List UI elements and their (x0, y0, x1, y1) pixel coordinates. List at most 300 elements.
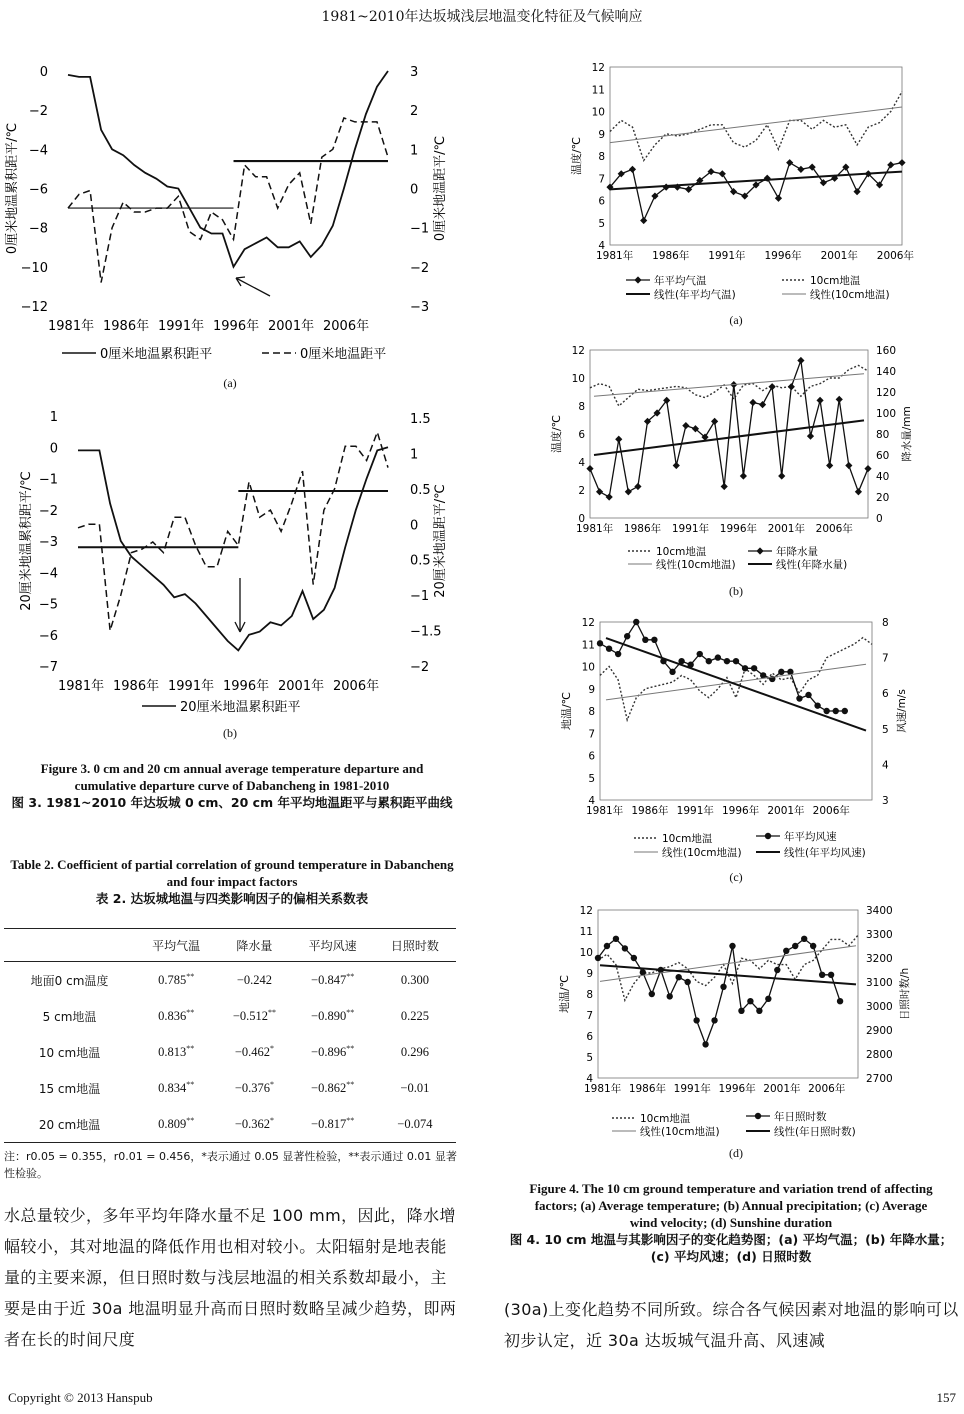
data-point (837, 998, 843, 1004)
y-tick-label: 0 (39, 65, 48, 80)
table-cell: −0.862** (311, 1079, 355, 1096)
legend-label: 10cm地温 (640, 1113, 691, 1125)
data-point (765, 996, 771, 1002)
table-cell: 0.300 (400, 972, 429, 987)
table-cell: 0.809** (135, 1106, 217, 1143)
trend-line (610, 107, 902, 143)
y-right-tick-label: 3 (410, 65, 419, 80)
y-tick-label: −8 (28, 221, 48, 237)
table-cell: −0.847** (311, 971, 355, 988)
x-tick-label: 2006年 (812, 805, 850, 817)
data-point (629, 166, 636, 173)
figure-4a-chart (560, 55, 960, 310)
trend-line (606, 664, 866, 700)
body-text-left: 水总量较少，多年平均年降水量不足 100 mm，因此，降水增幅较小，其对地温的降低作用也相对较小。太阳辐射是地表能量的主要来源，但日照时数与浅层地温的相关系数却最小，主要是由于近 30a 地温明显升高而日照时数略呈减少趋势，即两者在长的时间尺度 (4, 1206, 457, 1349)
data-point (724, 658, 730, 664)
x-tick-label: 2006年 (876, 250, 915, 262)
table-row (4, 1106, 456, 1143)
footer-page-number: 157 (936, 1390, 956, 1405)
data-point (697, 651, 703, 657)
y-tick-label: 10 (571, 373, 585, 385)
data-point (721, 483, 728, 490)
data-point (606, 646, 612, 652)
y-tick-label: 5 (588, 772, 595, 785)
x-tick-label: 1996年 (223, 679, 270, 694)
data-point (702, 1041, 708, 1047)
y-right-axis-label: 风速/m/s (896, 689, 908, 733)
x-tick-label: 1991年 (676, 805, 714, 817)
data-point (596, 488, 603, 495)
data-point (586, 465, 593, 472)
data-point (765, 833, 771, 839)
figure-4-caption-en: Figure 4. The 10 cm ground temperature and variation trend of affecting factors; (a) Average temperature; (b) Annual precipitation; (c) Average wind velocity; (d) Sunshine duration (529, 1181, 933, 1230)
y-tick-label: 8 (578, 401, 585, 413)
table-cell: −0.512** (232, 1007, 276, 1024)
x-tick-label: 1981年 (58, 679, 105, 694)
data-point (613, 936, 619, 942)
annotation-arrow (236, 277, 270, 296)
y-right-tick-label: 60 (876, 450, 890, 462)
table-header-row (4, 929, 456, 962)
legend-label: 年降水量 (776, 546, 818, 558)
y-axis-label: 温度/℃ (550, 414, 563, 454)
y-tick-label: 4 (578, 457, 585, 469)
data-point (633, 619, 639, 625)
x-tick-label: 1996年 (722, 805, 760, 817)
y-right-tick-label: 0 (410, 518, 419, 534)
data-point (615, 436, 622, 443)
table-cell: 0.834** (158, 1079, 195, 1096)
x-tick-label: 2006年 (333, 679, 380, 694)
data-point (788, 383, 795, 390)
series-line (590, 361, 868, 498)
legend-label: 线性(年日照时数) (774, 1126, 856, 1138)
footer-copyright: Copyright © 2013 Hanspub (8, 1390, 153, 1405)
y-right-tick-label: 2700 (866, 1073, 893, 1085)
figure-4a-sublabel: (a) (729, 313, 743, 327)
table-2 (4, 928, 456, 1143)
table-cell: −0.376* (234, 1079, 274, 1096)
y-right-tick-label: 0 (410, 182, 419, 198)
data-point (845, 462, 852, 469)
x-tick-label: 1981年 (576, 523, 614, 535)
data-point (684, 979, 690, 985)
table-cell: −0.462* (234, 1043, 274, 1060)
y-right-tick-label: 3300 (866, 929, 893, 941)
y-tick-label: 2 (578, 485, 585, 497)
y-right-tick-label: 1 (410, 143, 419, 159)
y-right-tick-label: 2 (410, 104, 419, 120)
y-tick-label: 7 (586, 1010, 593, 1022)
data-point (828, 972, 834, 978)
y-tick-label: 7 (588, 728, 595, 741)
table-cell: −0.01 (400, 1080, 430, 1095)
data-point (606, 493, 613, 500)
data-point (833, 708, 839, 714)
x-tick-label: 1986年 (652, 250, 690, 262)
y-right-tick-label: 8 (882, 617, 889, 629)
series-line (598, 939, 840, 1045)
data-point (755, 1113, 761, 1119)
legend-label: 10cm地温 (662, 833, 713, 845)
y-tick-label: −2 (38, 503, 58, 519)
table-row (4, 962, 456, 999)
table-cell: −0.890** (311, 1007, 355, 1024)
y-right-tick-label: 3400 (866, 905, 893, 917)
data-point (814, 702, 820, 708)
table-cell: −0.896** (311, 1043, 355, 1060)
data-point (842, 708, 848, 714)
table-header-cell (4, 929, 135, 962)
y-tick-label: 9 (598, 128, 605, 141)
data-point (651, 637, 657, 643)
data-point (622, 945, 628, 951)
data-point (640, 217, 647, 224)
y-tick-label: 10 (581, 661, 595, 674)
y-right-axis-label: 0厘米地温距平/℃ (433, 135, 448, 242)
x-tick-label: 2001年 (820, 250, 858, 262)
legend-label: 线性(年平均风速) (784, 847, 866, 859)
series-line-cumulative (78, 447, 388, 650)
trend-line (594, 374, 864, 396)
data-point (778, 472, 785, 479)
series-line-dotted (610, 92, 902, 161)
x-tick-label: 1991年 (673, 1083, 711, 1095)
legend-label: 线性(10cm地温) (656, 559, 736, 571)
table-row (4, 998, 456, 1034)
y-tick-label: 11 (581, 639, 595, 652)
y-tick-label: 4 (598, 240, 605, 252)
y-right-tick-label: 2800 (866, 1049, 893, 1061)
plot-frame (598, 910, 858, 1078)
y-right-axis-label: 降水量/mm (901, 406, 913, 462)
data-point (706, 658, 712, 664)
table-2-caption-en: Table 2. Coefficient of partial correlation of ground temperature in Dabancheng and four impact factors (10, 857, 454, 889)
figure-4c-chart (560, 612, 960, 867)
y-tick-label: 10 (591, 106, 605, 119)
data-point (711, 1017, 717, 1023)
figure-4b-sublabel: (b) (729, 584, 743, 598)
y-right-axis-label: 日照时数/h (899, 967, 911, 1021)
y-right-tick-label: −3 (410, 300, 430, 315)
x-tick-label: 1981年 (586, 805, 624, 817)
legend-label: 线性(10cm地温) (640, 1126, 720, 1138)
x-tick-label: 1996年 (719, 523, 758, 535)
table-header-cell: 平均风速 (292, 929, 374, 962)
data-point (631, 955, 637, 961)
legend-label: 年平均气温 (654, 275, 707, 287)
table-2-note: 注：r0.05 = 0.355，r0.01 = 0.456，*表示通过 0.05 显著性检验，**表示通过 0.01 显著性检验。 (4, 1150, 457, 1180)
data-point (720, 984, 726, 990)
x-tick-label: 2006年 (323, 319, 370, 334)
y-tick-label: 6 (578, 429, 585, 441)
data-point (667, 993, 673, 999)
y-right-tick-label: 6 (882, 688, 889, 701)
x-tick-label: 1986年 (628, 1083, 667, 1095)
y-right-tick-label: 0.5 (410, 482, 431, 498)
trend-line (600, 946, 856, 982)
figure-4c-sublabel: (c) (729, 870, 743, 884)
data-point (729, 943, 735, 949)
legend-label: 线性(10cm地温) (662, 847, 742, 859)
x-tick-label: 2006年 (815, 523, 853, 535)
figure-3-caption-zh: 图 3. 1981~2010 年达坂城 0 cm、20 cm 年平均地温距平与累积距平曲线 (11, 795, 453, 810)
plot-frame (610, 67, 902, 245)
data-point (816, 397, 823, 404)
y-right-tick-label: 0.5 (410, 553, 431, 569)
y-axis-label: 20厘米地温累积距平/℃ (19, 471, 34, 611)
x-tick-label: 1986年 (623, 523, 662, 535)
data-point (853, 188, 860, 195)
data-point (693, 1017, 699, 1023)
y-axis-label: 地温/℃ (558, 974, 571, 1014)
data-point (823, 708, 829, 714)
data-point (769, 383, 776, 390)
y-tick-label: −7 (38, 660, 58, 675)
legend-label: 10cm地温 (810, 275, 861, 287)
x-tick-label: 1991年 (158, 319, 205, 334)
data-point (742, 665, 748, 671)
series-line-dotted (590, 365, 868, 406)
legend-label: 10cm地温 (656, 546, 707, 558)
table-row (4, 1034, 456, 1070)
data-point (810, 943, 816, 949)
x-tick-label: 1981年 (48, 319, 95, 334)
annotation-arrow (235, 578, 245, 632)
data-point (595, 955, 601, 961)
data-point (805, 692, 811, 698)
figure-4d-chart (560, 898, 960, 1138)
figure-4b-chart (550, 340, 960, 578)
x-tick-label: 1981年 (584, 1083, 622, 1095)
y-tick-label: 0 (49, 441, 58, 457)
data-point (604, 943, 610, 949)
y-right-tick-label: −2 (410, 660, 430, 675)
row-label: 10 cm地温 (38, 1045, 101, 1060)
y-right-tick-label: −1.5 (410, 624, 442, 640)
data-point (642, 637, 648, 643)
data-point (738, 1008, 744, 1014)
y-right-tick-label: 40 (876, 471, 890, 483)
y-right-tick-label: 1 (410, 447, 419, 463)
data-point (673, 462, 680, 469)
x-tick-label: 2001年 (763, 1083, 801, 1095)
y-right-tick-label: 5 (882, 723, 889, 736)
y-tick-label: 6 (588, 750, 595, 763)
y-tick-label: 8 (586, 989, 593, 1001)
data-point (625, 488, 632, 495)
data-point (634, 276, 641, 283)
figure-4d-sublabel: (d) (729, 1146, 743, 1160)
y-tick-label: −1 (38, 472, 58, 488)
data-point (801, 936, 807, 942)
data-point (797, 357, 804, 364)
table-cell: −0.074 (374, 1106, 456, 1143)
x-tick-label: 1981年 (596, 250, 634, 262)
y-right-tick-label: 7 (882, 652, 889, 665)
table-header-cell: 平均气温 (135, 929, 217, 962)
data-point (751, 665, 757, 671)
y-tick-label: −2 (28, 104, 48, 120)
y-tick-label: −12 (20, 300, 48, 315)
y-tick-label: 1 (49, 410, 58, 425)
figure-4-caption (500, 1180, 962, 1265)
row-label: 5 cm地温 (42, 1009, 97, 1024)
legend-label: 年日照时数 (774, 1111, 827, 1123)
data-point (797, 166, 804, 173)
data-point (756, 1008, 762, 1014)
table-cell: −0.362* (217, 1106, 291, 1143)
table-row (4, 1070, 456, 1106)
running-header: 1981~2010年达坂城浅层地温变化特征及气候响应 (321, 9, 643, 25)
table-2-caption (0, 856, 464, 907)
data-point (796, 695, 802, 701)
y-right-tick-label: 20 (876, 492, 890, 504)
y-right-tick-label: 3100 (866, 977, 893, 989)
legend-label: 线性(10cm地温) (810, 289, 890, 301)
data-point (711, 418, 718, 425)
y-tick-label: 5 (586, 1052, 593, 1064)
legend-label: 20厘米地温累积距平 (180, 700, 301, 715)
figure-4-caption-zh: 图 4. 10 cm 地温与其影响因子的变化趋势图；(a) 平均气温；(b) 年降水量；(c) 平均风速；(d) 日照时数 (509, 1232, 953, 1264)
y-tick-label: −3 (38, 535, 58, 550)
table-cell: 0.836** (158, 1007, 195, 1024)
row-label: 地面0 cm温度 (30, 973, 109, 988)
legend-label: 0厘米地温累积距平 (100, 347, 213, 362)
figure-3a-chart (0, 55, 460, 385)
y-tick-label: 6 (598, 195, 605, 208)
x-tick-label: 1991年 (708, 250, 746, 262)
x-tick-label: 1991年 (168, 679, 215, 694)
x-tick-label: 2006年 (808, 1083, 846, 1095)
table-cell: −0.242 (236, 972, 272, 987)
y-right-tick-label: −2 (410, 260, 430, 276)
data-point (675, 974, 681, 980)
x-tick-label: 2001年 (767, 805, 805, 817)
y-right-tick-label: 80 (876, 429, 890, 441)
data-point (786, 159, 793, 166)
x-tick-label: 2001年 (278, 679, 325, 694)
data-point (783, 948, 789, 954)
x-tick-label: 1986年 (631, 805, 669, 817)
y-tick-label: 11 (591, 84, 605, 97)
table-cell: −0.817** (292, 1106, 374, 1143)
data-point (887, 161, 894, 168)
y-right-tick-label: 0 (876, 513, 883, 525)
table-cell: 0.225 (400, 1008, 429, 1023)
legend-label: 年平均风速 (784, 831, 837, 843)
y-axis-label: 地温/℃ (560, 691, 573, 731)
data-point (836, 396, 843, 403)
y-right-tick-label: −1 (410, 221, 430, 237)
y-right-tick-label: 2900 (866, 1025, 893, 1037)
y-axis-label: 0厘米地温累积距平/℃ (5, 122, 20, 255)
x-tick-label: 1991年 (671, 523, 710, 535)
data-point (778, 669, 784, 675)
y-tick-label: 4 (586, 1073, 593, 1085)
y-right-tick-label: 120 (876, 387, 897, 399)
data-point (775, 195, 782, 202)
series-line-cumulative (68, 71, 388, 267)
y-tick-label: −10 (20, 260, 48, 276)
data-point (864, 465, 871, 472)
data-point (740, 472, 747, 479)
table-cell: 0.813** (158, 1043, 195, 1060)
data-point (649, 991, 655, 997)
y-tick-label: 12 (591, 62, 605, 74)
data-point (792, 943, 798, 949)
y-right-tick-label: 4 (882, 759, 889, 772)
y-tick-label: −6 (28, 182, 48, 198)
y-tick-label: 8 (598, 151, 605, 163)
y-right-tick-label: 100 (876, 408, 897, 420)
data-point (615, 651, 621, 657)
table-cell: 0.296 (400, 1044, 429, 1059)
x-tick-label: 2001年 (767, 523, 805, 535)
data-point (634, 483, 641, 490)
data-point (749, 399, 756, 406)
figure-3b-chart (0, 400, 460, 730)
trend-line (606, 638, 866, 731)
data-point (733, 658, 739, 664)
y-right-tick-label: 3 (882, 795, 889, 807)
legend-label: 线性(年平均气温) (654, 289, 736, 301)
y-tick-label: 9 (586, 968, 593, 980)
data-point (774, 967, 780, 973)
data-point (898, 159, 905, 166)
data-point (747, 998, 753, 1004)
data-point (719, 170, 726, 177)
y-right-tick-label: −1 (410, 589, 430, 605)
y-tick-label: 6 (586, 1031, 593, 1043)
legend-label: 0厘米地温距平 (300, 347, 387, 362)
table-2-caption-zh: 表 2. 达坂城地温与四类影响因子的偏相关系数表 (95, 891, 369, 906)
y-tick-label: 12 (571, 345, 585, 357)
y-tick-label: 0 (578, 513, 585, 525)
y-axis-label: 温度/℃ (570, 136, 583, 176)
x-tick-label: 1996年 (764, 250, 802, 262)
data-point (826, 462, 833, 469)
legend-label: 线性(年降水量) (776, 559, 848, 571)
body-text-right: (30a)上变化趋势不同所致。综合各气候因素对地温的影响可以初步认定，近 30a 达坂城气温升高、风速减 (504, 1300, 959, 1350)
y-right-axis-label: 20厘米地温距平/℃ (433, 484, 448, 598)
y-tick-label: 11 (579, 926, 593, 938)
figure-3-caption (0, 760, 464, 811)
data-point (597, 640, 603, 646)
data-point (669, 669, 675, 675)
figure-3a-sublabel: (a) (223, 376, 237, 390)
trend-line (594, 420, 864, 455)
y-right-tick-label: 3200 (866, 953, 893, 965)
figure-3b-sublabel: (b) (223, 726, 237, 740)
y-tick-label: 4 (588, 795, 595, 807)
y-tick-label: 12 (581, 617, 595, 629)
y-right-tick-label: 140 (876, 366, 897, 378)
y-tick-label: 9 (588, 683, 595, 696)
y-tick-label: −6 (38, 628, 58, 644)
y-tick-label: −4 (38, 566, 58, 582)
data-point (855, 488, 862, 495)
row-label: 20 cm地温 (4, 1106, 135, 1143)
y-tick-label: 12 (579, 905, 593, 917)
data-point (759, 401, 766, 408)
x-tick-label: 2001年 (268, 319, 315, 334)
data-point (715, 654, 721, 660)
series-line-departure (78, 432, 388, 630)
x-tick-label: 1996年 (718, 1083, 756, 1095)
data-point (730, 188, 737, 195)
y-tick-label: −5 (38, 597, 58, 613)
